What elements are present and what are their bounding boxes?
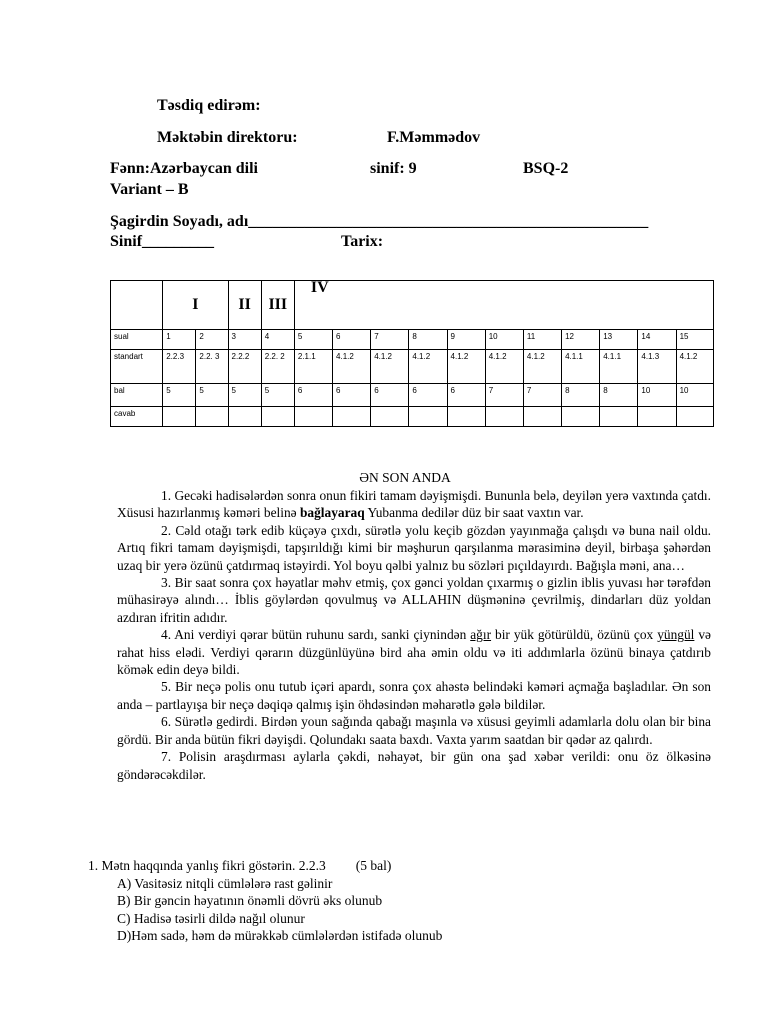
cell: 2.2.3 [163, 350, 196, 384]
cell: 6 [409, 384, 447, 407]
option-a[interactable]: A) Vasitəsiz nitqli cümlələrə rast gəlinir [117, 875, 333, 891]
cell: 6 [333, 384, 371, 407]
answer-cell[interactable] [562, 407, 600, 427]
cell: 3 [228, 330, 261, 350]
answer-cell[interactable] [600, 407, 638, 427]
cell: 10 [638, 384, 676, 407]
cell: 13 [600, 330, 638, 350]
answer-cell[interactable] [294, 407, 332, 427]
cell: 5 [294, 330, 332, 350]
cell: 15 [676, 330, 713, 350]
cell: 4.1.2 [485, 350, 523, 384]
cell: 6 [294, 384, 332, 407]
answer-cell[interactable] [261, 407, 294, 427]
paragraph-3: 3. Bir saat sonra çox həyatlar məhv etmiş, çox gənci yoldan çıxarmış o gizlin iblis yuvası hər tərəfdən mühasirəyə alındı… İblis göylərdən qovulmuş və ALLAHIN düşməninə çevrilmiş, dindarları düz yoldan azdıran ifritin adıdır. [117, 575, 711, 625]
bold-word: bağlayaraq [299, 505, 365, 521]
cell: 5 [196, 384, 228, 407]
variant-label: Variant – B [110, 181, 189, 198]
table-row-sual [111, 330, 714, 350]
underlined-word: ağır [470, 627, 492, 643]
cell: 6 [333, 330, 371, 350]
cell: 4.1.2 [676, 350, 713, 384]
cell: 4.1.2 [409, 350, 447, 384]
option-b[interactable]: B) Bir gəncin həyatının önəmli dövrü əks olunub [117, 893, 383, 909]
grade-label: sinif: 9 [370, 160, 417, 177]
paragraph-5: 5. Bir neçə polis onu tutub içəri apardı, sonra çox ahəstə belindəki kəməri açmağa başladılar. Ən son anda – partlayışa bir neçə dəqiqə qalmış işin öhdəsindən məharətlə gələ bildilər. [117, 679, 711, 712]
cell: 4 [261, 330, 294, 350]
cell: 8 [562, 384, 600, 407]
cell: 6 [447, 384, 485, 407]
cell: 4.1.2 [371, 350, 409, 384]
cell: 14 [638, 330, 676, 350]
row-label: bal [111, 384, 163, 407]
section-I: I [163, 281, 228, 330]
answer-cell[interactable] [333, 407, 371, 427]
paragraph-4 [117, 626, 711, 678]
cell: 5 [163, 384, 196, 407]
cell: 2.1.1 [294, 350, 332, 384]
paragraph-7: 7. Polisin araşdırması aylarla çəkdi, nəhayət, bir gün ona şad xəbər verildi: onu öz ölkəsinə göndərəcəkdilər. [117, 749, 711, 782]
answer-cell[interactable] [228, 407, 261, 427]
underlined-word: yüngül [657, 627, 695, 643]
paragraph-1 [117, 487, 711, 522]
row-label: cavab [111, 407, 163, 427]
cell: 11 [523, 330, 561, 350]
cell: 4.1.1 [600, 350, 638, 384]
answer-cell[interactable] [638, 407, 676, 427]
subject-label: Fənn:Azərbaycan dili [110, 160, 258, 177]
answer-cell[interactable] [196, 407, 228, 427]
cell: 8 [409, 330, 447, 350]
question-1 [88, 857, 442, 945]
student-name-field: Şagirdin Soyadı, adı__________________________________________________ [110, 213, 649, 230]
section-IV: IV [294, 281, 713, 330]
paragraph-text: 1. Gecəki hadisələrdən sonra onun fikiri tamam dəyişmişdi. Bununla belə, deyilən yerə vaxtında çatdı. Xüsusi hazırlanmış kəməri belinə [117, 488, 711, 521]
paragraph-text: 4. Ani verdiyi qərar bütün ruhunu sardı, sanki çiynindən [161, 627, 471, 643]
table-row-standart [111, 350, 714, 384]
paragraph-text: Yubanma dedilər düz bir saat vaxtın var. [364, 505, 584, 521]
option-d[interactable]: D)Həm sadə, həm də mürəkkəb cümlələrdən istifadə olunub [117, 928, 443, 944]
cell: 7 [485, 384, 523, 407]
cell: 2.2.2 [228, 350, 261, 384]
cell: 8 [600, 384, 638, 407]
answer-cell[interactable] [523, 407, 561, 427]
reading-text [117, 487, 711, 783]
table-row-cavab [111, 407, 714, 427]
section-header-row [111, 281, 714, 330]
cell: 4.1.2 [523, 350, 561, 384]
cell: 2.2. 2 [261, 350, 294, 384]
cell: 4.1.1 [562, 350, 600, 384]
section-II: II [228, 281, 261, 330]
question-text: 1. Mətn haqqında yanlış fikri göstərin. 2.2.3 [88, 858, 326, 873]
cell: 10 [485, 330, 523, 350]
question-points: (5 bal) [355, 858, 392, 873]
answer-cell[interactable] [371, 407, 409, 427]
test-code: BSQ-2 [523, 160, 569, 177]
answer-cell[interactable] [409, 407, 447, 427]
table-row-bal [111, 384, 714, 407]
cell: 9 [447, 330, 485, 350]
answer-cell[interactable] [485, 407, 523, 427]
answer-cell[interactable] [447, 407, 485, 427]
cell: 4.1.2 [447, 350, 485, 384]
paragraph-6: 6. Sürətlə gedirdi. Birdən youn sağında qabağı maşınla və xüsusi geyimli adamlarla dolu olan bir bina gördü. Bir anda bütün fikri dəyişdi. Qolundakı saata baxdı. Vaxta yarım saatdan bir qədər az qalırdı. [117, 714, 711, 747]
answer-cell[interactable] [163, 407, 196, 427]
cell: 2 [196, 330, 228, 350]
section-III: III [261, 281, 294, 330]
cell: 5 [261, 384, 294, 407]
director-name: F.Məmmədov [387, 129, 481, 146]
cell: 10 [676, 384, 713, 407]
paragraph-2: 2. Cəld otağı tərk edib küçəyə çıxdı, sürətlə yolu keçib gözdən yayınmağa çalışdı və buna nail oldu. Artıq fikri tamam dəyişmişdi, tapşırıldığı kimi bir məşhurun qarşılanma mərasiminə deyil, birbaşa şəhərdən uzaq bir yerə özünü çatdırmaq istəyirdi. Yol boyu qəlbi yalnız bu sözləri pıçıldayırdı. Bağışla məni, ana… [117, 522, 711, 573]
class-field: Sinif_________ [110, 233, 215, 250]
question-stem [88, 857, 442, 875]
paragraph-text: bir yük götürüldü, özünü çox [491, 627, 658, 643]
cell: 5 [228, 384, 261, 407]
row-label: standart [111, 350, 163, 384]
cell: 4.1.2 [333, 350, 371, 384]
cell: 7 [371, 330, 409, 350]
approval-label: Təsdiq edirəm: [157, 97, 261, 114]
row-label: sual [111, 330, 163, 350]
option-c[interactable]: C) Hadisə təsirli dildə nağıl olunur [117, 910, 305, 926]
paragraph-text: və rahat hiss elədi. Verdiyi qərarın düzgünlüyünə bird aha əmin oldu və iti addımlarla özünü binaya çatdırıb kömək edin deyə bildi. [117, 627, 711, 678]
answer-cell[interactable] [676, 407, 713, 427]
date-field: Tarix: [341, 233, 384, 250]
section-header-blank [111, 281, 163, 330]
text-title: ƏN SON ANDA [359, 470, 451, 485]
cell: 7 [523, 384, 561, 407]
cell: 12 [562, 330, 600, 350]
director-label: Məktəbin direktoru: [157, 129, 298, 146]
cell: 2.2. 3 [196, 350, 228, 384]
cell: 1 [163, 330, 196, 350]
cell: 6 [371, 384, 409, 407]
cell: 4.1.3 [638, 350, 676, 384]
score-table [110, 280, 714, 427]
